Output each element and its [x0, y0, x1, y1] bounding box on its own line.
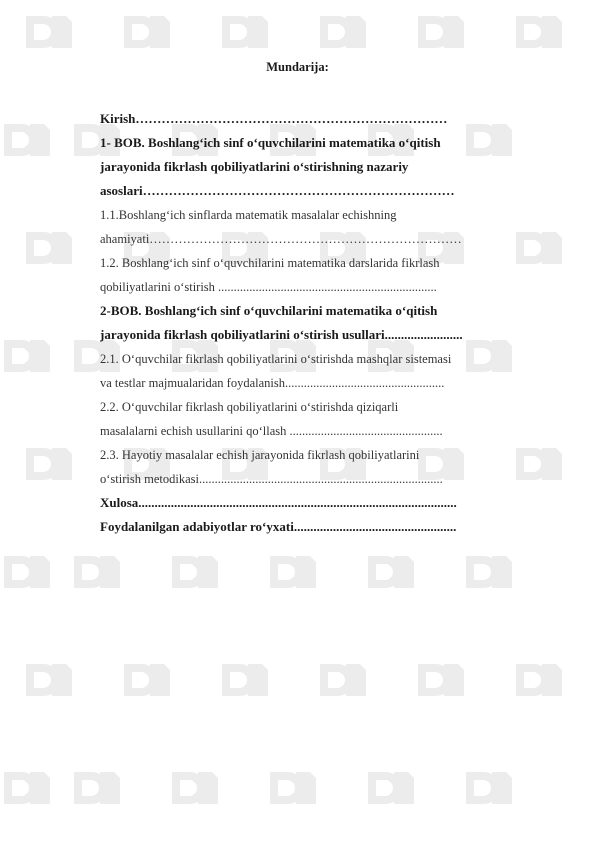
document-logo-icon — [120, 660, 172, 700]
toc-entry: 1.1.Boshlang‘ich sinflarda matematik masalalar echishning — [100, 208, 397, 222]
toc-entry: o‘stirish metodikasi.............................................................................. — [100, 472, 443, 486]
document-logo-icon — [364, 552, 416, 592]
toc-entry: va testlar majmualaridan foydalanish................................................... — [100, 376, 445, 390]
document-logo-icon — [168, 552, 220, 592]
document-logo-icon — [512, 660, 564, 700]
document-logo-icon — [0, 336, 52, 376]
document-logo-icon — [0, 768, 52, 808]
document-logo-icon — [266, 768, 318, 808]
toc-entry: 2-BOB. Boshlang‘ich sinf o‘quvchilarini matematika o‘qitish — [100, 303, 438, 318]
toc-entry: asoslari……………………………………………………………… — [100, 183, 455, 198]
document-logo-icon — [70, 552, 122, 592]
document-logo-icon — [22, 12, 74, 52]
document-logo-icon — [120, 12, 172, 52]
toc-entry: jarayonida fikrlash qobiliyatlarini o‘stirish usullari........................ — [100, 327, 463, 342]
document-logo-icon — [364, 768, 416, 808]
toc-entry: Foydalanilgan adabiyotlar ro‘yxati.................................................. — [100, 519, 457, 534]
document-logo-icon — [414, 660, 466, 700]
document-logo-icon — [266, 552, 318, 592]
toc-entry: masalalarni echish usullarini qo‘llash ................................................. — [100, 424, 443, 438]
document-logo-icon — [22, 660, 74, 700]
toc-entry: 1- BOB. Boshlang‘ich sinf o‘quvchilarini matematika o‘qitish — [100, 135, 441, 150]
page-title: Mundarija: — [266, 60, 329, 74]
document-logo-icon — [316, 12, 368, 52]
toc-entry: qobiliyatlarini o‘stirish ...................................................................... — [100, 280, 437, 294]
document-logo-icon — [316, 660, 368, 700]
toc-entry: 2.1. O‘quvchilar fikrlash qobiliyatlarini o‘stirishda mashqlar sistemasi — [100, 352, 452, 366]
toc-entry: Kirish……………………………………………………………… — [100, 111, 448, 126]
toc-entry: 1.2. Boshlang‘ich sinf o‘quvchilarini matematika darslarida fikrlash — [100, 256, 440, 270]
toc-entry: Xulosa.................................................................................................. — [100, 495, 457, 510]
toc-entry: 2.3. Hayotiy masalalar echish jarayonida fikrlash qobiliyatlarini — [100, 448, 420, 462]
toc-entry: jarayonida fikrlash qobiliyatlarini o‘stirishning nazariy — [100, 159, 409, 174]
document-logo-icon — [218, 12, 270, 52]
document-logo-icon — [0, 552, 52, 592]
toc-entry: 2.2. O‘quvchilar fikrlash qobiliyatlarini o‘stirishda qiziqarli — [100, 400, 399, 414]
toc-entry: ahamiyati………………………………………………………………… — [100, 232, 462, 246]
document-logo-icon — [168, 768, 220, 808]
document-logo-icon — [462, 552, 514, 592]
document-logo-icon — [22, 228, 74, 268]
document-logo-icon — [512, 12, 564, 52]
document-logo-icon — [462, 768, 514, 808]
document-logo-icon — [414, 12, 466, 52]
document-logo-icon — [218, 660, 270, 700]
document-logo-icon — [0, 120, 52, 160]
document-logo-icon — [22, 444, 74, 484]
table-of-contents — [100, 107, 550, 539]
document-logo-icon — [70, 768, 122, 808]
